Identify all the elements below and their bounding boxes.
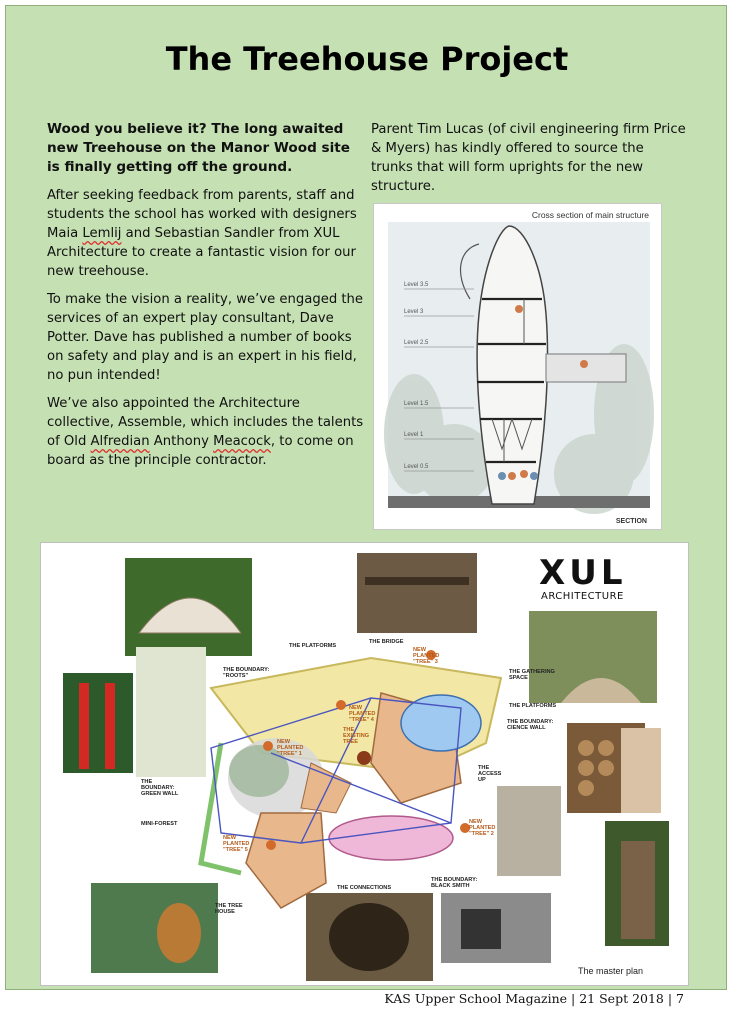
level-label: Level 2.5 <box>404 340 429 346</box>
article-lead: Wood you believe it? The long awaited new Treehouse on the Manor Wood site is finally getting off the ground. <box>47 121 350 175</box>
p3-name-2: Meacock <box>213 434 271 449</box>
article-paragraph-4: Parent Tim Lucas (of civil engineering firm Price & Myers) has kindly offered to source the trunks that will form uprights for the new structure. <box>371 122 686 194</box>
label-science-wall: THE BOUNDARY: CIENCE WALL <box>507 719 554 731</box>
level-label: Level 1 <box>404 432 424 438</box>
label-mini-forest: MINI-FOREST <box>141 821 178 827</box>
label-gathering-space: THE GATHERING SPACE <box>509 669 555 681</box>
page-footer: KAS Upper School Magazine | 21 Sept 2018 | 7 <box>384 991 684 1006</box>
cross-section-figure <box>373 203 662 530</box>
level-label: Level 3.5 <box>404 282 429 288</box>
cross-section-drawing <box>374 204 661 529</box>
plan-diagram <box>201 650 501 908</box>
cross-section-caption: Cross section of main structure <box>531 210 649 220</box>
p3-text-b: Anthony <box>149 434 214 449</box>
master-plan-figure <box>40 542 689 986</box>
label-tree-house: THE TREE HOUSE <box>215 903 243 915</box>
label-access-up: THE ACCESS UP <box>478 765 502 783</box>
xul-logo-subtitle: ARCHITECTURE <box>541 591 624 602</box>
article-paragraph-2: To make the vision a reality, we’ve engaged the services of an expert play consultant, Dave Potter. Dave has published a number of books on safety and play and is an expert in his field, no pun intended! <box>47 292 364 383</box>
label-boundary-roots: THE BOUNDARY: "ROOTS" <box>223 667 270 679</box>
p3-text-c: , to come on board as the principle contractor. <box>47 434 354 468</box>
section-label: SECTION <box>615 518 647 525</box>
article-left-column <box>47 120 367 479</box>
p1-text-a: After seeking feedback from parents, staff and students the school has worked with designers Maia <box>47 188 357 241</box>
label-platforms-top: THE PLATFORMS <box>289 643 337 649</box>
master-plan-caption: The master plan <box>578 966 644 976</box>
page-title: The Treehouse Project <box>165 40 569 78</box>
article-right-column <box>371 120 686 196</box>
label-new-tree-4: NEW PLANTED "TREE" 4 <box>349 705 376 723</box>
label-new-tree-1: NEW PLANTED "TREE" 1 <box>277 739 304 757</box>
article-paragraph-1 <box>47 186 367 281</box>
label-platforms-right: THE PLATFORMS <box>509 703 557 709</box>
article-paragraph-3 <box>47 394 367 470</box>
p3-name-1: Alfredian <box>90 434 150 449</box>
level-label: Level 1.5 <box>404 401 429 407</box>
label-connections: THE CONNECTIONS <box>337 885 392 891</box>
label-black-smith: THE BOUNDARY: BLACK SMITH <box>431 877 478 889</box>
label-new-tree-3: NEW PLANTED "TREE" 3 <box>413 647 440 665</box>
label-new-tree-5: NEW PLANTED "TREE" 5 <box>223 835 250 853</box>
label-green-wall: THE BOUNDARY: GREEN WALL <box>141 779 179 797</box>
label-existing-tree: THE EXISTING TREE <box>343 727 370 745</box>
level-label: Level 3 <box>404 309 424 315</box>
p1-name: Lemlij <box>82 226 122 241</box>
level-label: Level 0.5 <box>404 464 429 470</box>
xul-logo: XUL <box>539 553 627 593</box>
p1-text-b: and Sebastian Sandler from XUL Architecture to create a fantastic vision for our new treehouse. <box>47 226 356 279</box>
label-bridge: THE BRIDGE <box>369 639 404 645</box>
p3-text-a: We’ve also appointed the Architecture collective, Assemble, which includes the talents of Old <box>47 396 364 449</box>
label-new-tree-2: NEW PLANTED "TREE" 2 <box>469 819 496 837</box>
master-plan-drawing <box>41 543 688 985</box>
